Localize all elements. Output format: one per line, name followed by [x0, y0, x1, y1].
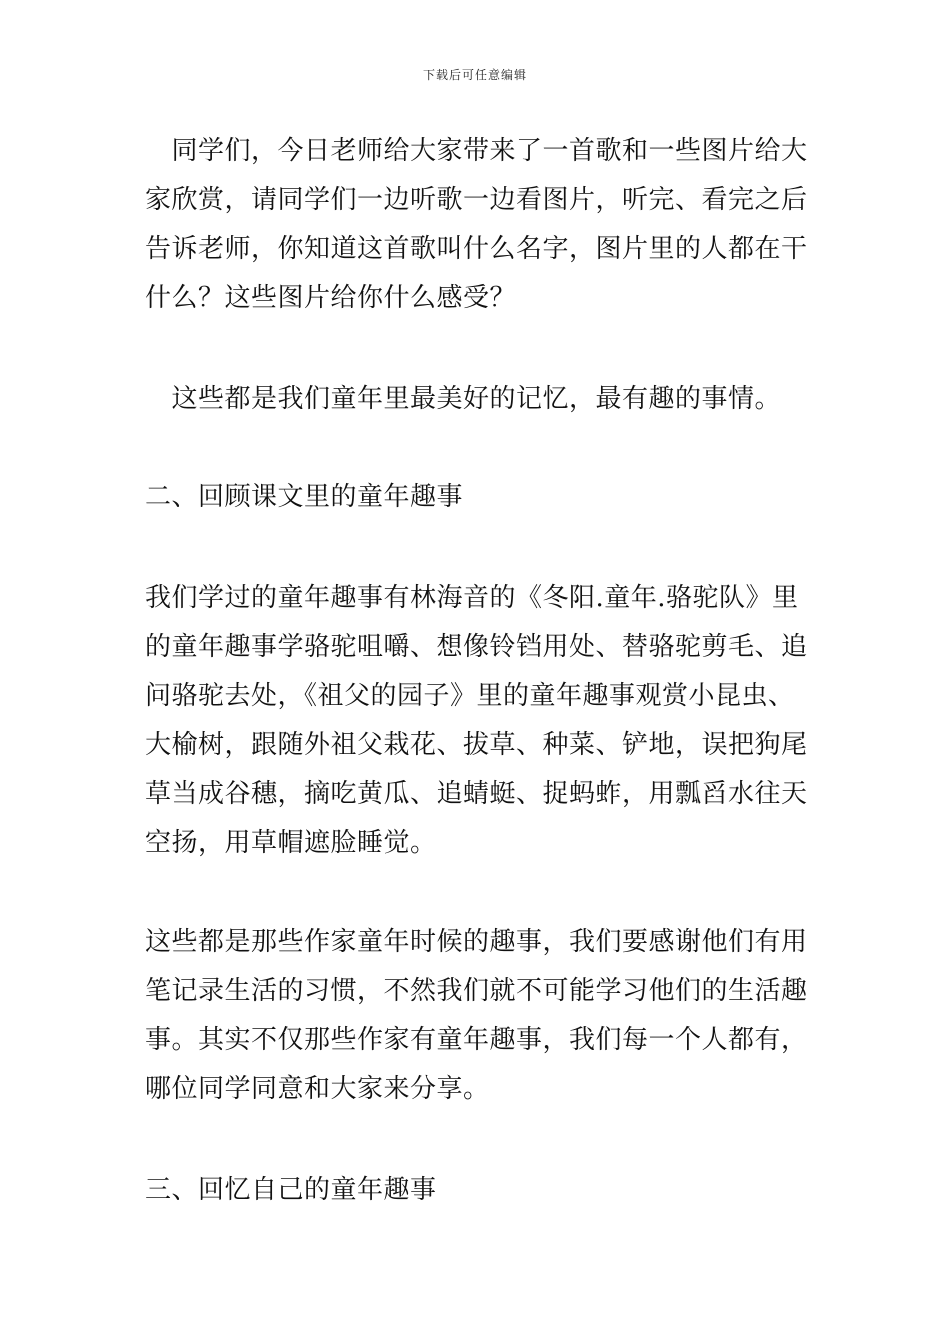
text-line: 我们学过的童年趣事有林海音的《冬阳.童年.骆驼队》里 [145, 583, 799, 613]
text-line: 空扬，用草帽遮脸睡觉。 [145, 828, 437, 858]
text-line: 事。其实不仅那些作家有童年趣事，我们每一个人都有， [145, 1025, 808, 1055]
text-line: 这些都是我们童年里最美好的记忆，最有趣的事情。 [145, 384, 782, 414]
section-heading-two [145, 473, 810, 522]
text-line: 笔记录生活的习惯，不然我们就不可能学习他们的生活趣 [145, 976, 808, 1006]
text-line: 的童年趣事学骆驼咀嚼、想像铃铛用处、替骆驼剪毛、追 [145, 632, 808, 662]
text-line: 什么？这些图片给你什么感受？ [145, 283, 517, 313]
text-line: 问骆驼去处，《祖父的园子》里的童年趣事观赏小昆虫、 [145, 681, 795, 711]
section-heading-three [145, 1166, 810, 1215]
paragraph-memory [145, 375, 810, 424]
text-line: 告诉老师，你知道这首歌叫什么名字，图片里的人都在干 [145, 234, 808, 264]
heading-text: 二、回顾课文里的童年趣事 [145, 482, 464, 512]
paragraph-intro [145, 127, 810, 323]
text-line: 草当成谷穗，摘吃黄瓜、追蜻蜓、捉蚂蚱，用瓢舀水往天 [145, 779, 808, 809]
paragraph-lesson-review [145, 574, 810, 868]
text-line: 哪位同学同意和大家来分享。 [145, 1074, 490, 1104]
paragraph-writers [145, 918, 810, 1114]
header-note: 下载后可任意编辑 [422, 68, 527, 82]
text-line: 这些都是那些作家童年时候的趣事，我们要感谢他们有用 [145, 927, 808, 957]
heading-text: 三、回忆自己的童年趣事 [145, 1175, 437, 1205]
text-line: 家欣赏，请同学们一边听歌一边看图片，听完、看完之后 [145, 185, 808, 215]
text-line: 大榆树，跟随外祖父栽花、拔草、种菜、铲地，误把狗尾 [145, 730, 808, 760]
text-line: 同学们，今日老师给大家带来了一首歌和一些图片给大 [145, 136, 808, 166]
